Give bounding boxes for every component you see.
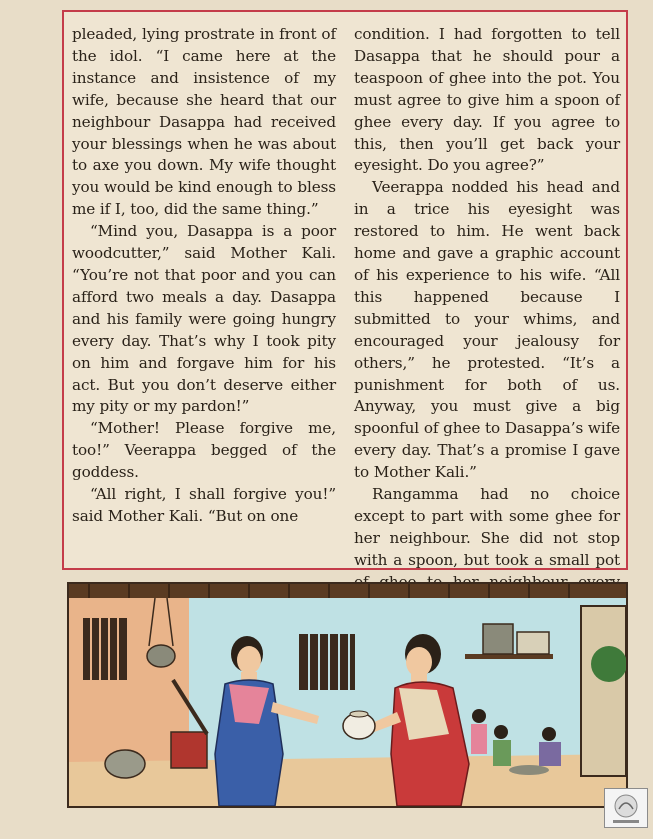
plant-icon — [591, 646, 626, 682]
window-left — [83, 618, 127, 680]
paragraph: “Mother! Please forgive me, too!” Veerappa begged of the goddess. — [72, 419, 336, 482]
paragraph: condition. I had forgotten to tell Dasappa that he should pour a teaspoon of ghee into the pot. You must agree to give him a spoon of ghee every day. If you agree to this, then you’ll get back your eyesight. Do you agree?” — [354, 25, 620, 175]
doorway — [581, 606, 626, 776]
story-column-left — [72, 24, 336, 528]
shelf-box-icon — [483, 624, 513, 654]
paragraph: Rangamma had no choice except to part with some ghee for her neighbour. She did not stop with a spoon, but took a small pot — [354, 485, 620, 569]
story-column-right — [354, 24, 620, 615]
paragraph: pleaded, lying prostrate in front of the idol. “I came here at the instance and insistence of my wife, because she heard that our neighbour Dasappa had received your blessings when he was about to axe you down. My wife thought you would be kind enough to bless me if I, too, did the same thing.” — [72, 25, 336, 219]
story-text-frame — [62, 10, 628, 570]
illustration-scene — [69, 584, 626, 806]
paragraph: “Mind you, Dasappa is a poor woodcutter,” said Mother Kali. “You’re not that poor and you can afford two meals a day. Dasappa and his family were going hungry every day. That’s why I took pity on him and forgave him for his act. But you don’t deserve either my pity or my pardon!” — [72, 222, 336, 416]
publisher-logo — [604, 788, 648, 828]
story-illustration — [67, 582, 628, 808]
paragraph: “All right, I shall forgive you!” said Mother Kali. “But on one — [72, 485, 336, 525]
floor-pot-icon — [105, 750, 145, 778]
mortar-icon — [171, 732, 207, 768]
roof-beam — [69, 584, 626, 598]
window-center — [299, 634, 355, 690]
hanging-pot-icon — [147, 645, 175, 667]
logo-icon — [605, 789, 647, 827]
paragraph: Veerappa nodded his head and in a trice his eyesight was restored to him. He went back home and gave a graphic account of his experience to his wife. “All this happened because I submitted to your whims, and encouraged your jealousy for others,” he protested. “It’s a punishment for both of us. Anyway, you must give a big spoonful of ghee to Dasappa’s wife every day. That’s a promise I gave to Mother Kali.” — [354, 178, 620, 482]
